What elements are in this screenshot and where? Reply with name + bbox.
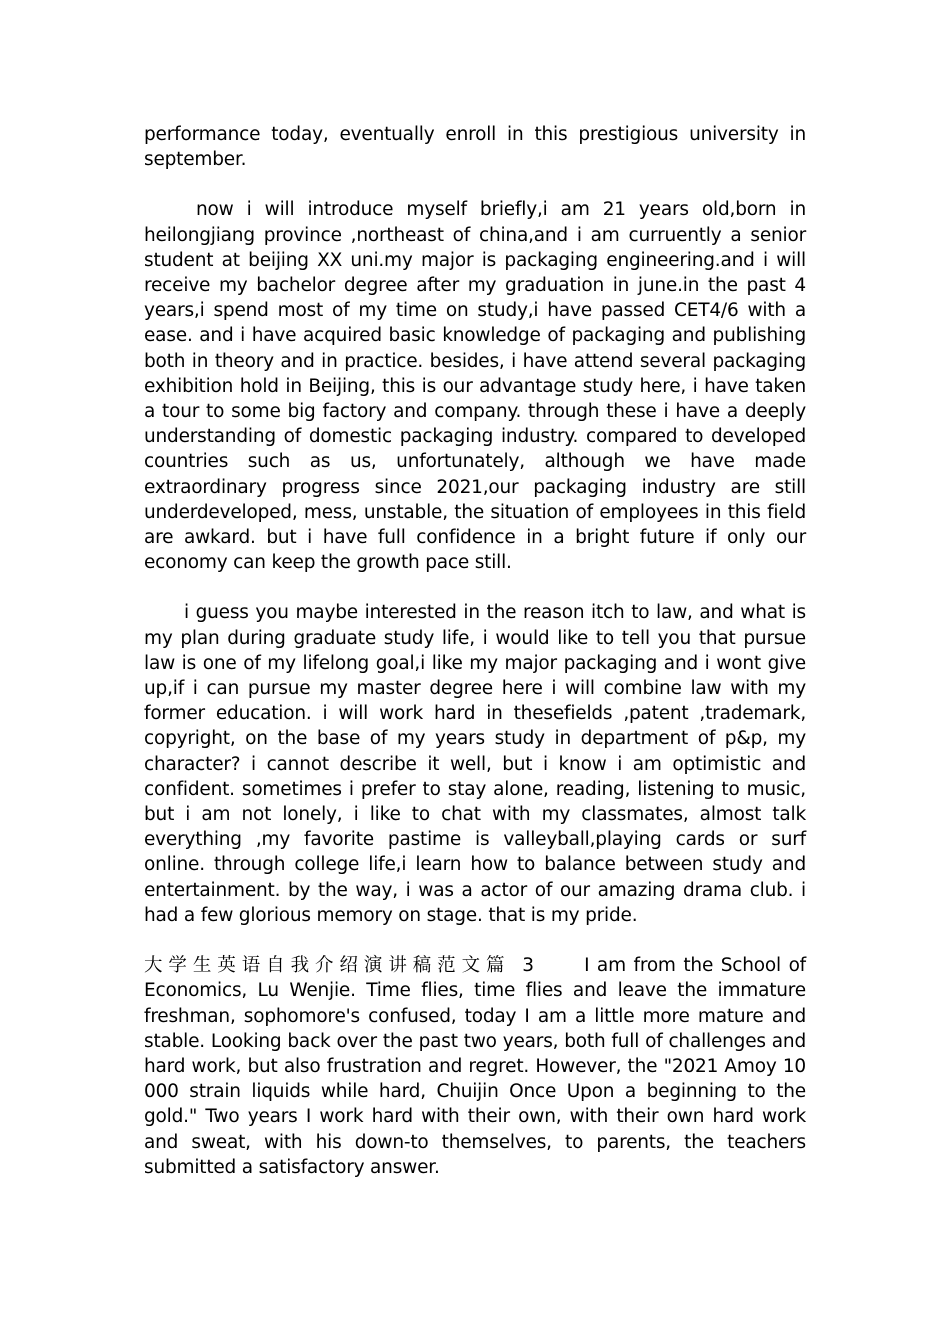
article-heading: 大学生英语自我介绍演讲稿范文篇 3 xyxy=(144,955,539,977)
paragraph-self-introduction: now i will introduce myself briefly,i am 21 years old,born in heilongjiang province ,northeast of china,and i am curruently a senior student at beijing XX uni.my major is packaging engineering.and i will receive my bachelor degree after my graduation in june.in the past 4 years,i spend most of my time on study,i have passed CET4/6 with a ease. and i have acquired basic knowledge of packaging and publishing both in theory and in practice. besides, i have attend several packaging exhibition hold in Beijing, this is our advantage study here, i have taken a tour to some big factory and company. through these i have a deeply understanding of domestic packaging industry. compared to developed countries such as us, unfortunately, although we have made extraordinary progress since 2021,our packaging industry are still underdeveloped, mess, unstable, the situation of employees in this field are awkard. but i have full confidence in a bright future if only our economy can keep the growth pace still. xyxy=(144,199,806,574)
document-page xyxy=(144,122,806,1180)
paragraph-article-3 xyxy=(144,953,806,1180)
paragraph-law-plan: i guess you maybe interested in the reason itch to law, and what is my plan during graduate study life, i would like to tell you that pursue law is one of my lifelong goal,i like my major packaging and i wont give up,if i can pursue my master degree here i will combine law with my former education. i will work hard in thesefields ,patent ,trademark, copyright, on the base of my years study in department of p&p, my character? i cannot describe it well, but i know i am optimistic and confident. sometimes i prefer to stay alone, reading, listening to music, but i am not lonely, i like to chat with my classmates, almost talk everything ,my favorite pastime is valleyball,playing cards or surf online. through college life,i learn how to balance between study and entertainment. by the way, i was a actor of our amazing drama club. i had a few glorious memory on stage. that is my pride. xyxy=(144,602,806,926)
paragraph-intro-continuation: performance today, eventually enroll in this prestigious university in september. xyxy=(144,124,806,171)
article-body: I am from the School of Economics, Lu Wenjie. Time flies, time flies and leave the immature freshman, sophomore's confused, today I am a little more mature and stable. Looking back over the past two years, both full of challenges and hard work, but also frustration and regret. However, the "2021 Amoy 10 000 strain liquids while hard, Chuijin Once Upon a beginning to the gold." Two years I work hard with their own, with their own hard work and sweat, with his down-to themselves, to parents, the teachers submitted a satisfactory answer. xyxy=(144,955,806,1178)
